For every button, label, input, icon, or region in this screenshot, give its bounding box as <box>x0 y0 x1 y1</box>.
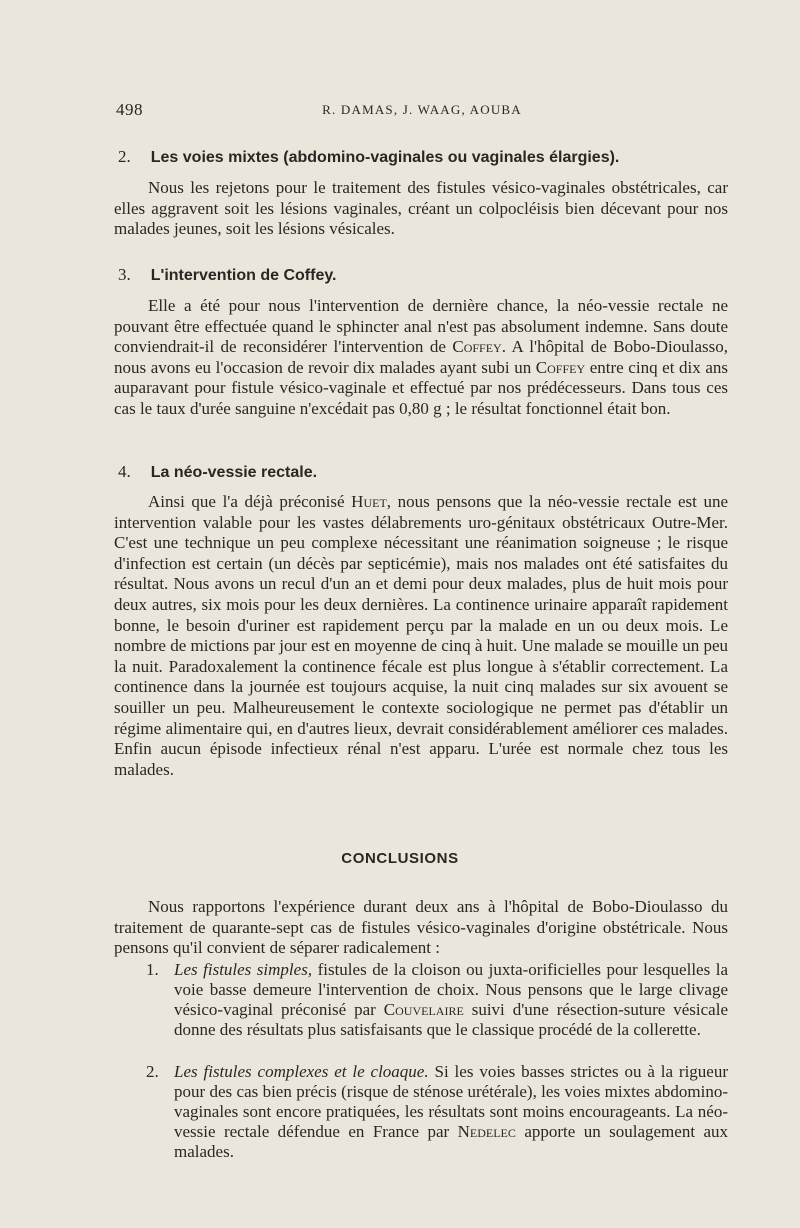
author-name: Nedelec <box>457 1122 516 1141</box>
text-run: , nous pensons que la néo-vessie rectale est une intervention valable pour les vastes délabrements uro-génitaux obstétricaux Outre-Mer. C'est une technique un peu complexe nécessitant une réanimation soigneuse ; le risque d'infection est certain (un décès par septicémie), mais nos malades ont été satisfaites du résultat. Nous avons un recul d'un an et demi pour deux malades, plus de huit mois pour deux autres, six mois pour les deux dernières. La continence urinaire apparaît rapidement bonne, le besoin d'uriner est rapidement perçu par la malade en un ou deux mois. Le nombre de mictions par jour est en moyenne de cinq à huit. Une malade se mouille un peu la nuit. Paradoxalement la continence fécale est plus longue à s'établir correctement. La continence dans la journée est toujours acquise, la nuit cinq malades sur six avouent se souiller un peu. Malheureusement le contexte sociologique ne permet pas d'établir un régime alimentaire qui, en d'autres lieux, devrait considérablement améliorer ces malades. Enfin aucun épisode infectieux rénal n'est apparu. L'urée est normale chez tous les malades. <box>114 492 728 779</box>
conclusions-heading: CONCLUSIONS <box>341 850 459 867</box>
section-title: La néo-vessie rectale. <box>150 464 318 481</box>
running-head: R. DAMAS, J. WAAG, AOUBA <box>322 102 522 117</box>
text-run: Ainsi que l'a déjà préconisé <box>148 492 352 511</box>
item-number: 2. <box>146 1062 159 1081</box>
item-lead: Les fistules complexes et le cloaque. <box>174 1062 429 1081</box>
text-run: . A l'hôpital de Bobo-Dioulasso, nous avons eu l'occasion de revoir dix malades ayant subi un <box>114 337 728 377</box>
conclusion-item-1 <box>146 960 728 1040</box>
item-body <box>174 960 728 1040</box>
item-number: 1. <box>146 960 159 979</box>
section-title: Les voies mixtes (abdomino-vaginales ou vaginales élargies). <box>150 149 620 166</box>
text-run: entre cinq et dix ans auparavant pour fistule vésico-vaginale et effectué par nos prédécesseurs. Dans tous ces cas le taux d'urée sanguine n'excédait pas 0,80 g ; le résultat fonctionnel était bon. <box>114 357 729 418</box>
section-number: 4. <box>118 462 131 481</box>
author-name: Couvelaire <box>383 1000 464 1019</box>
item-body <box>174 1062 728 1162</box>
section-2-paragraph: Nous les rejetons pour le traitement des fistules vésico-vaginales obstétricales, car elles aggravent soit les lésions vaginales, créant un colpocléisis bien décevant pour nos malades jeunes, soit les lésions vésicales. <box>114 178 728 239</box>
section-heading-2 <box>118 147 619 167</box>
conclusions-intro: Nous rapportons l'expérience durant deux ans à l'hôpital de Bobo-Dioulasso du traitement de quarante-sept cas de fistules vésico-vaginales d'origine obstétricale. Nous pensons qu'il convient de séparer radicalement : <box>114 897 728 958</box>
author-name: Coffey <box>452 337 502 357</box>
text-run: suivi d'une résection-suture vésicale donne des résultats plus satisfaisants que le classique procédé de la collerette. <box>174 1000 728 1039</box>
item-lead: Les fistules simples, <box>174 960 313 979</box>
page-header <box>116 100 728 122</box>
text-run: apporte un soulagement aux malades. <box>174 1122 728 1161</box>
text-run: fistules de la cloison ou juxta-orificielles pour lesquelles la voie basse demeure l'intervention de choix. Nous pensons que le large clivage vésico-vaginal préconisé par <box>174 960 728 1019</box>
section-4-paragraph <box>114 492 728 780</box>
section-number: 3. <box>118 265 131 284</box>
section-heading-4 <box>118 462 317 482</box>
section-number: 2. <box>118 147 131 166</box>
section-3-paragraph <box>114 296 728 420</box>
section-title: L'intervention de Coffey. <box>150 267 337 284</box>
conclusion-item-2 <box>146 1062 728 1162</box>
section-heading-3 <box>118 265 337 285</box>
author-name: Huet <box>351 492 387 511</box>
text-run: Si les voies basses strictes ou à la rigueur pour des cas bien précis (risque de sténose urétérale), les voies mixtes abdomino-vaginales sont encore pratiquées, les résultats sont moins encourageants. La néo-vessie rectale défendue en France par <box>174 1062 728 1141</box>
page-number: 498 <box>116 100 143 119</box>
text-run: Elle a été pour nous l'intervention de dernière chance, la néo-vessie rectale ne pouvant être effectuée quand le sphincter anal n'est pas absolument indemne. Sans doute conviendrait-il de reconsidérer l'intervention de <box>114 296 728 357</box>
author-name: Coffey <box>535 357 586 377</box>
